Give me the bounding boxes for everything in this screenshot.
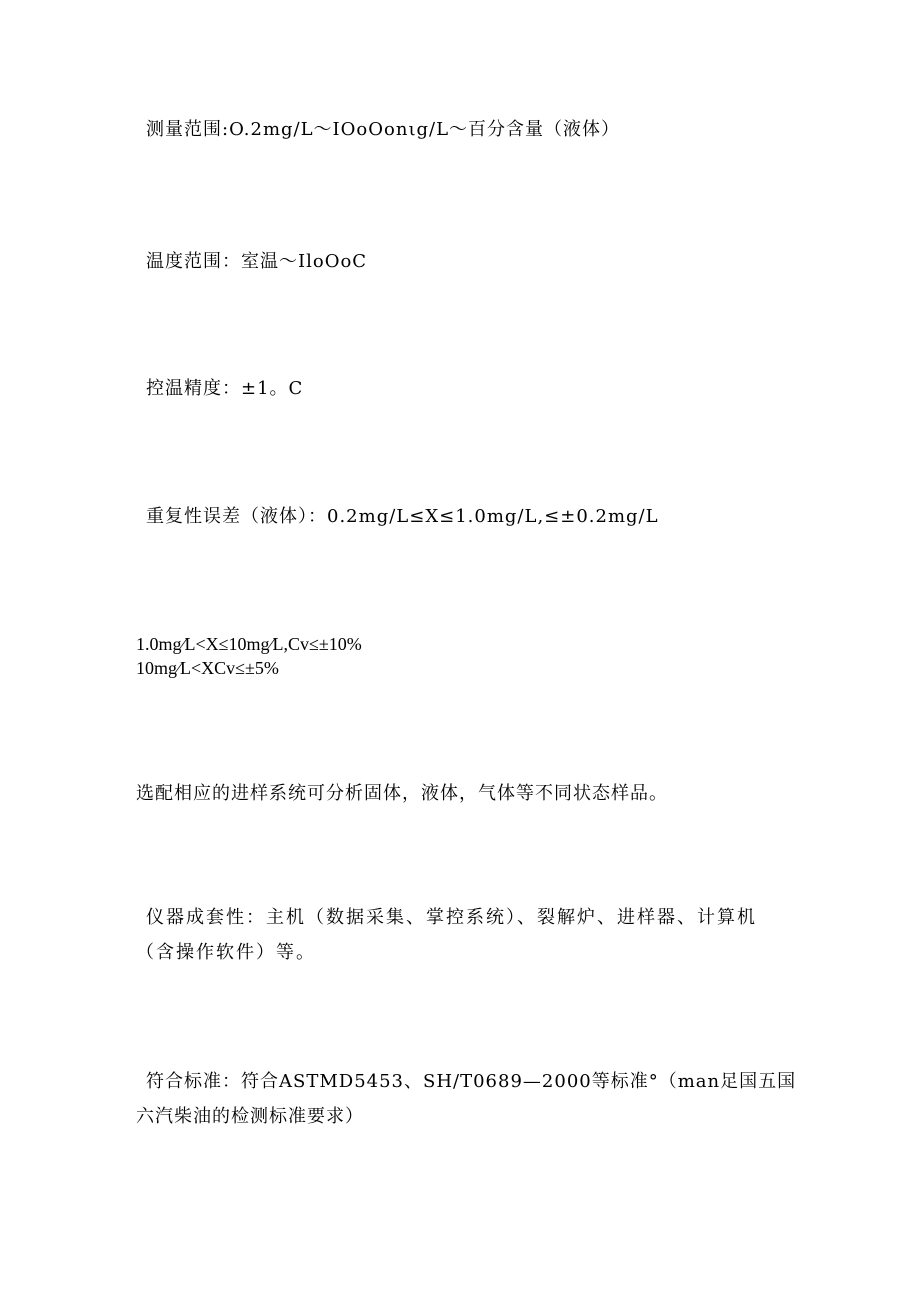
repeatability-error-text: 重复性误差（液体）：0.2mg∕L≤X≤1.0mg∕L,≤±0.2mg∕L (146, 506, 659, 527)
instrument-set-line-2: （含操作软件）等。 (136, 942, 316, 963)
temperature-range-text: 温度范围：室温～IloOoC (146, 251, 368, 272)
temp-control-accuracy-text: 控温精度：±1。C (146, 378, 304, 399)
standards-line-2: 六汽柴油的检测标准要求） (136, 1106, 364, 1127)
repeatability-line-3: 10mg∕L<XCv≤±5% (136, 658, 279, 678)
sampling-system-text: 选配相应的进样系统可分析固体，液体，气体等不同状态样品。 (136, 783, 668, 804)
measurement-range-text: 测量范围:O.2mg∕L～IOoOonιg∕L～百分含量（液体） (146, 119, 621, 140)
standards-line-1: 符合标准：符合ASTMD5453、SH/T0689—2000等标准°（man足国五国 (146, 1071, 797, 1092)
instrument-set-line-1: 仪器成套性：主机（数据采集、掌控系统）、裂解炉、进样器、计算机 (146, 907, 757, 928)
repeatability-line-2: 1.0mg∕L<X≤10mg∕L,Cv≤±10% (136, 634, 362, 654)
